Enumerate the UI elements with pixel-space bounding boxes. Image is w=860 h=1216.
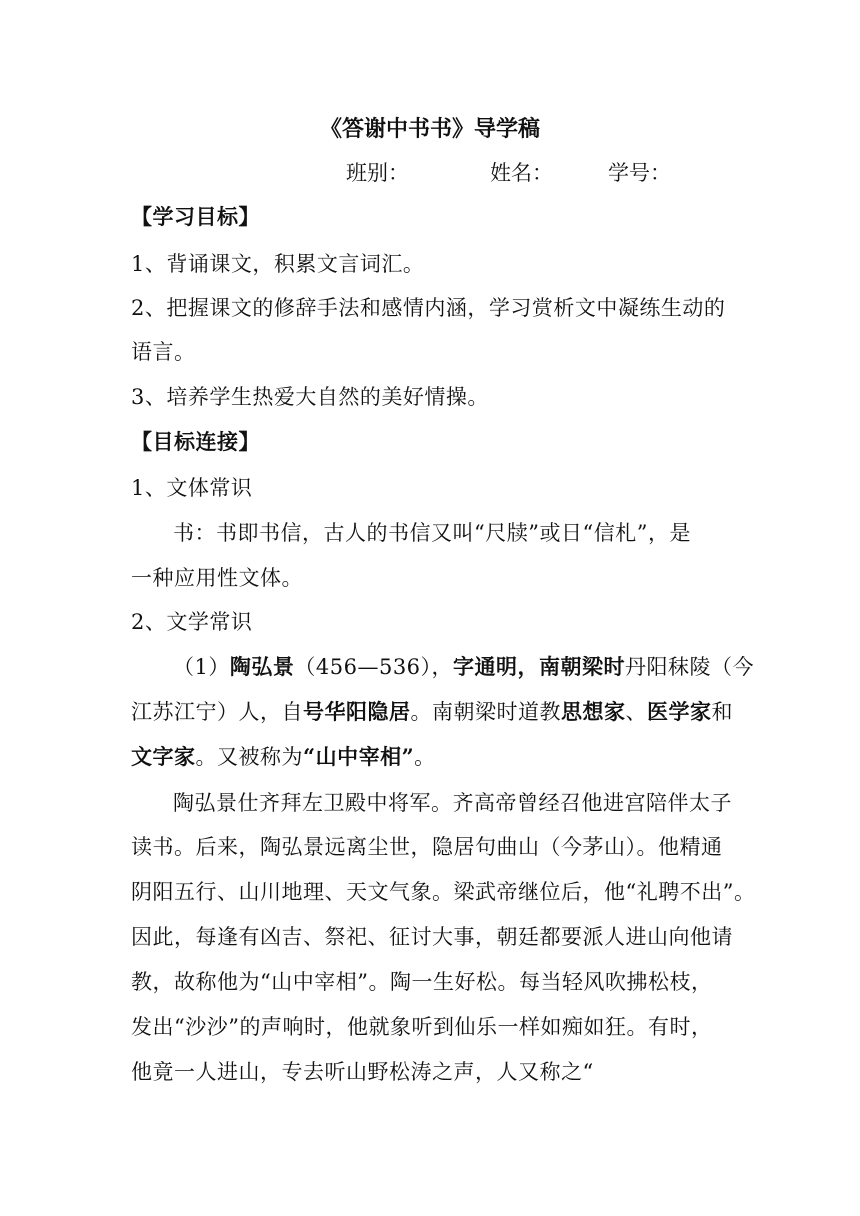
subheading-genre-knowledge: 1、文体常识 — [131, 476, 253, 500]
genre-paragraph-line-2: 一种应用性文体。 — [131, 566, 303, 590]
subheading-literary-knowledge: 2、文学常识 — [131, 610, 253, 634]
story-paragraph-line-4: 因此，每逢有凶吉、祭祀、征讨大事，朝廷都要派人进山向他请 — [131, 925, 733, 949]
dynasty: 南朝梁时 — [539, 654, 626, 679]
text-span: 。南朝梁时道教 — [410, 700, 561, 724]
author-paragraph-line-3 — [131, 742, 731, 772]
text-span: 和 — [711, 700, 733, 724]
comma: ， — [517, 654, 540, 679]
author-name: 陶弘景 — [229, 654, 295, 679]
document-title: 《答谢中书书》导学稿 — [319, 116, 540, 142]
class-label: 班别： — [346, 161, 409, 185]
story-paragraph-line-2: 读书。后来，陶弘景远离尘世，隐居句曲山（今茅山）。他精通 — [131, 835, 723, 859]
section-heading-learning-goals: 【学习目标】 — [131, 204, 260, 229]
paragraph-number: （1） — [173, 655, 230, 679]
text-span: 、 — [625, 700, 647, 724]
genre-paragraph-line-1: 书：书即书信，古人的书信又叫“尺牍”或日“信札”，是 — [173, 521, 691, 545]
story-paragraph-line-7: 他竟一人进山，专去听山野松涛之声，人又称之“ — [131, 1060, 594, 1084]
goal-item-3: 3、培养学生热爱大自然的美好情操。 — [131, 385, 489, 409]
goal-item-1: 1、背诵课文，积累文言词汇。 — [131, 252, 425, 276]
author-paragraph-line-2 — [131, 697, 731, 727]
courtesy-name: 字通明 — [453, 654, 518, 679]
author-paragraph-line-1 — [173, 652, 773, 682]
student-id-label: 学号： — [608, 161, 671, 185]
role-writer: 文字家 — [131, 744, 196, 769]
text-span: 。 — [414, 745, 436, 769]
art-name: 号华阳隐居 — [303, 699, 411, 724]
role-physician: 医学家 — [647, 699, 712, 724]
nickname: “山中宰相” — [303, 744, 415, 769]
goal-item-2-line-2: 语言。 — [131, 340, 196, 364]
role-thinker: 思想家 — [561, 699, 626, 724]
story-paragraph-line-6: 发出“沙沙”的声响时，他就象听到仙乐一样如痴如狂。有时， — [131, 1015, 713, 1039]
text-span: 江苏江宁）人，自 — [131, 700, 303, 724]
text-span: 。又被称为 — [195, 745, 303, 769]
name-label: 姓名： — [490, 161, 553, 185]
story-paragraph-line-3: 阴阳五行、山川地理、天文气象。梁武帝继位后，他“礼聘不出”。 — [131, 880, 756, 904]
birthplace: 丹阳秣陵（今 — [625, 655, 755, 679]
author-years: （456—536）， — [294, 655, 454, 679]
goal-item-2-line-1: 2、把握课文的修辞手法和感情内涵，学习赏析文中凝练生动的 — [131, 296, 726, 320]
story-paragraph-line-5: 教，故称他为“山中宰相”。陶一生好松。每当轻风吹拂松枝， — [131, 970, 713, 994]
story-paragraph-line-1: 陶弘景仕齐拜左卫殿中将军。齐高帝曾经召他进宫陪伴太子 — [173, 791, 732, 815]
section-heading-target-link: 【目标连接】 — [131, 429, 260, 454]
